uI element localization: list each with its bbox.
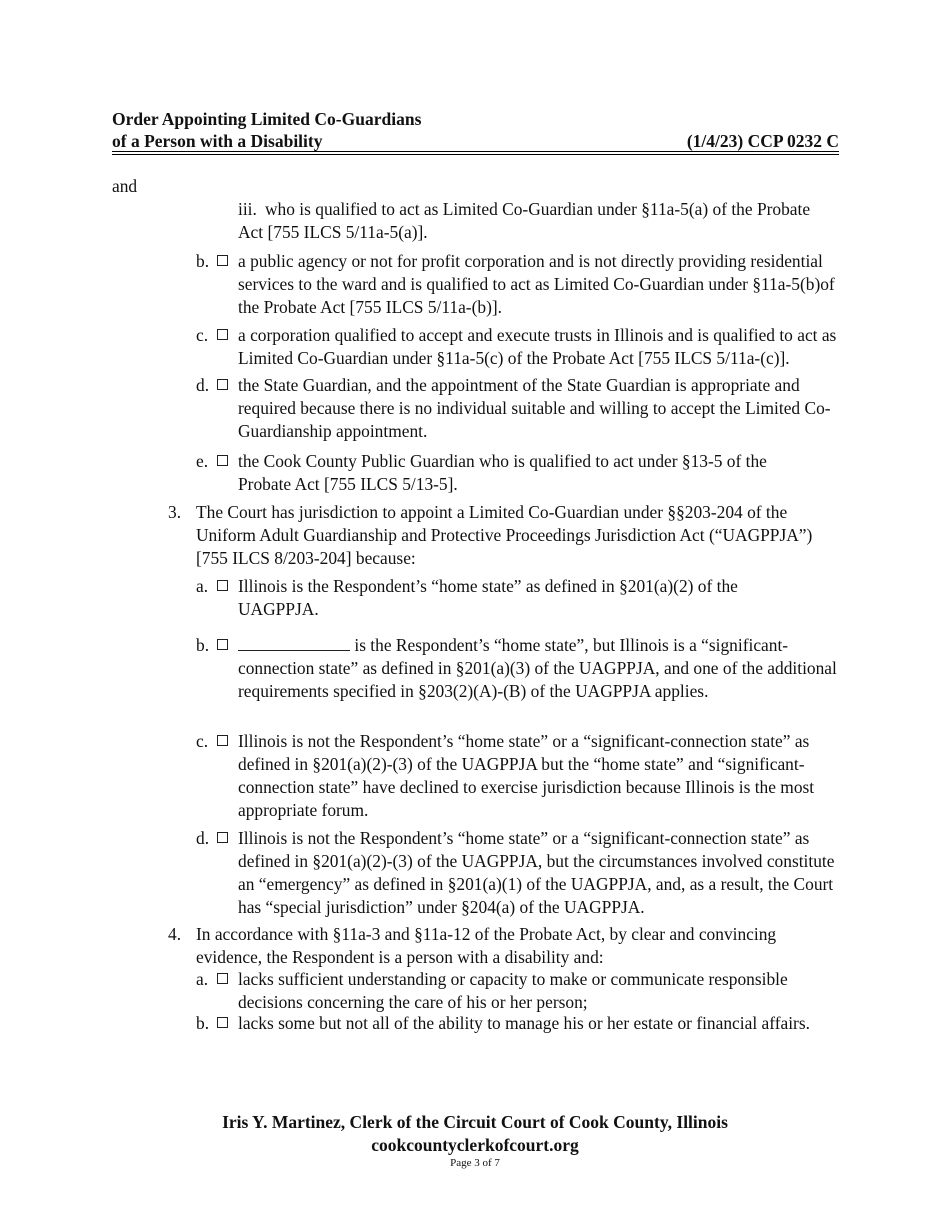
s3-option-b-checkbox[interactable] (217, 639, 228, 650)
form-code: (1/4/23) CCP 0232 C (686, 131, 839, 151)
header-rule-bottom (112, 154, 839, 155)
s2-option-e-checkbox[interactable] (217, 455, 228, 466)
s3-option-d-text: Illinois is not the Respondent’s “home state” or a “significant-connection state” as defined in §201(a)(2)-(3) of the UAGPPJA, but the circumstances involved constitute an “emergency” as defined in §201(a)(1) of the UAGPPJA, and, as a result, the Court has “special jurisdiction” under §204(a) of the UAGPPJA. (238, 828, 835, 917)
s3-option-c-checkbox[interactable] (217, 735, 228, 746)
s3-option-b-marker: b. (196, 635, 210, 655)
s3-option-c-marker: c. (196, 731, 209, 751)
s4-option-a-checkbox[interactable] (217, 973, 228, 984)
s3-option-b-line (238, 634, 838, 703)
s3-option-a-text: Illinois is the Respondent’s “home state” as defined in §201(a)(2) of the UAGPPJA. (238, 576, 738, 619)
s4-option-a-marker: a. (196, 969, 209, 989)
s3-option-d-marker: d. (196, 828, 210, 848)
s2-option-e-marker: e. (196, 451, 209, 471)
s3-option-d-checkbox[interactable] (217, 832, 228, 843)
s2-option-d-marker: d. (196, 375, 210, 395)
s2-option-c-text: a corporation qualified to accept and execute trusts in Illinois and is qualified to act as Limited Co-Guardian under §11a-5(c) of the Probate Act [755 ILCS 5/11a-(c)]. (238, 325, 837, 368)
s2-option-d-text: the State Guardian, and the appointment of the State Guardian is appropriate and required because there is no individual suitable and willing to accept the Limited Co-Guardianship appointment. (238, 375, 831, 441)
s3-option-a-checkbox[interactable] (217, 580, 228, 591)
section3-number: 3. (168, 502, 182, 522)
s4-option-b-text: lacks some but not all of the ability to manage his or her estate or financial affairs. (238, 1013, 810, 1033)
s2-option-d-checkbox[interactable] (217, 379, 228, 390)
document-header (112, 108, 839, 152)
s4-option-a-text: lacks sufficient understanding or capacity to make or communicate responsible decisions concerning the care of his or her person; (238, 969, 788, 1012)
section4-number: 4. (168, 924, 182, 944)
section4-text: In accordance with §11a-3 and §11a-12 of the Probate Act, by clear and convincing evidence, the Respondent is a person with a disability and: (196, 924, 777, 967)
s3-option-c-text: Illinois is not the Respondent’s “home state” or a “significant-connection state” as defined in §201(a)(2)-(3) of the UAGPPJA but the “home state” and “significant-connection state” have declined to exercise jurisdiction because Illinois is the most appropriate forum. (238, 731, 815, 820)
header-rule-top (112, 151, 839, 152)
s4-option-b-checkbox[interactable] (217, 1017, 228, 1028)
page-number: Page 3 of 7 (450, 1157, 500, 1169)
intro-and: and (112, 176, 138, 196)
item-iii-text: who is qualified to act as Limited Co-Guardian under §11a-5(a) of the Probate Act [755 ILCS 5/11a-5(a)]. (238, 199, 811, 242)
header-title-line2: of a Person with a Disability (112, 131, 323, 151)
footer-clerk: Iris Y. Martinez, Clerk of the Circuit Court of Cook County, Illinois (222, 1112, 728, 1132)
s2-option-c-checkbox[interactable] (217, 329, 228, 340)
home-state-blank-field[interactable] (238, 636, 350, 651)
s2-option-b-checkbox[interactable] (217, 255, 228, 266)
footer-website: cookcountyclerkofcourt.org (371, 1135, 579, 1155)
s3-option-b-text: is the Respondent’s “home state”, but Illinois is a “significant-connection state” as defined in §201(a)(3) of the UAGPPJA, and one of the additional requirements specified in §203(2)(A)-(B) of the UAGPPJA applies. (238, 635, 837, 701)
item-iii-marker: iii. (238, 199, 257, 219)
s3-option-a-marker: a. (196, 576, 209, 596)
s2-option-b-marker: b. (196, 251, 210, 271)
s2-option-e-text: the Cook County Public Guardian who is qualified to act under §13-5 of the Probate Act [755 ILCS 5/13-5]. (238, 451, 767, 494)
section3-text: The Court has jurisdiction to appoint a Limited Co-Guardian under §§203-204 of the Uniform Adult Guardianship and Protective Proceedings Jurisdiction Act (“UAGPPJA”) [755 ILCS 8/203-204] because: (196, 502, 813, 568)
s4-option-b-marker: b. (196, 1013, 210, 1033)
s2-option-b-text: a public agency or not for profit corporation and is not directly providing residential services to the ward and is qualified to act as Limited Co-Guardian under §11a-5(b)of the Probate Act [755 ILCS 5/11a-(b)]. (238, 251, 835, 317)
header-title-line1: Order Appointing Limited Co-Guardians (112, 109, 422, 129)
s2-option-c-marker: c. (196, 325, 209, 345)
